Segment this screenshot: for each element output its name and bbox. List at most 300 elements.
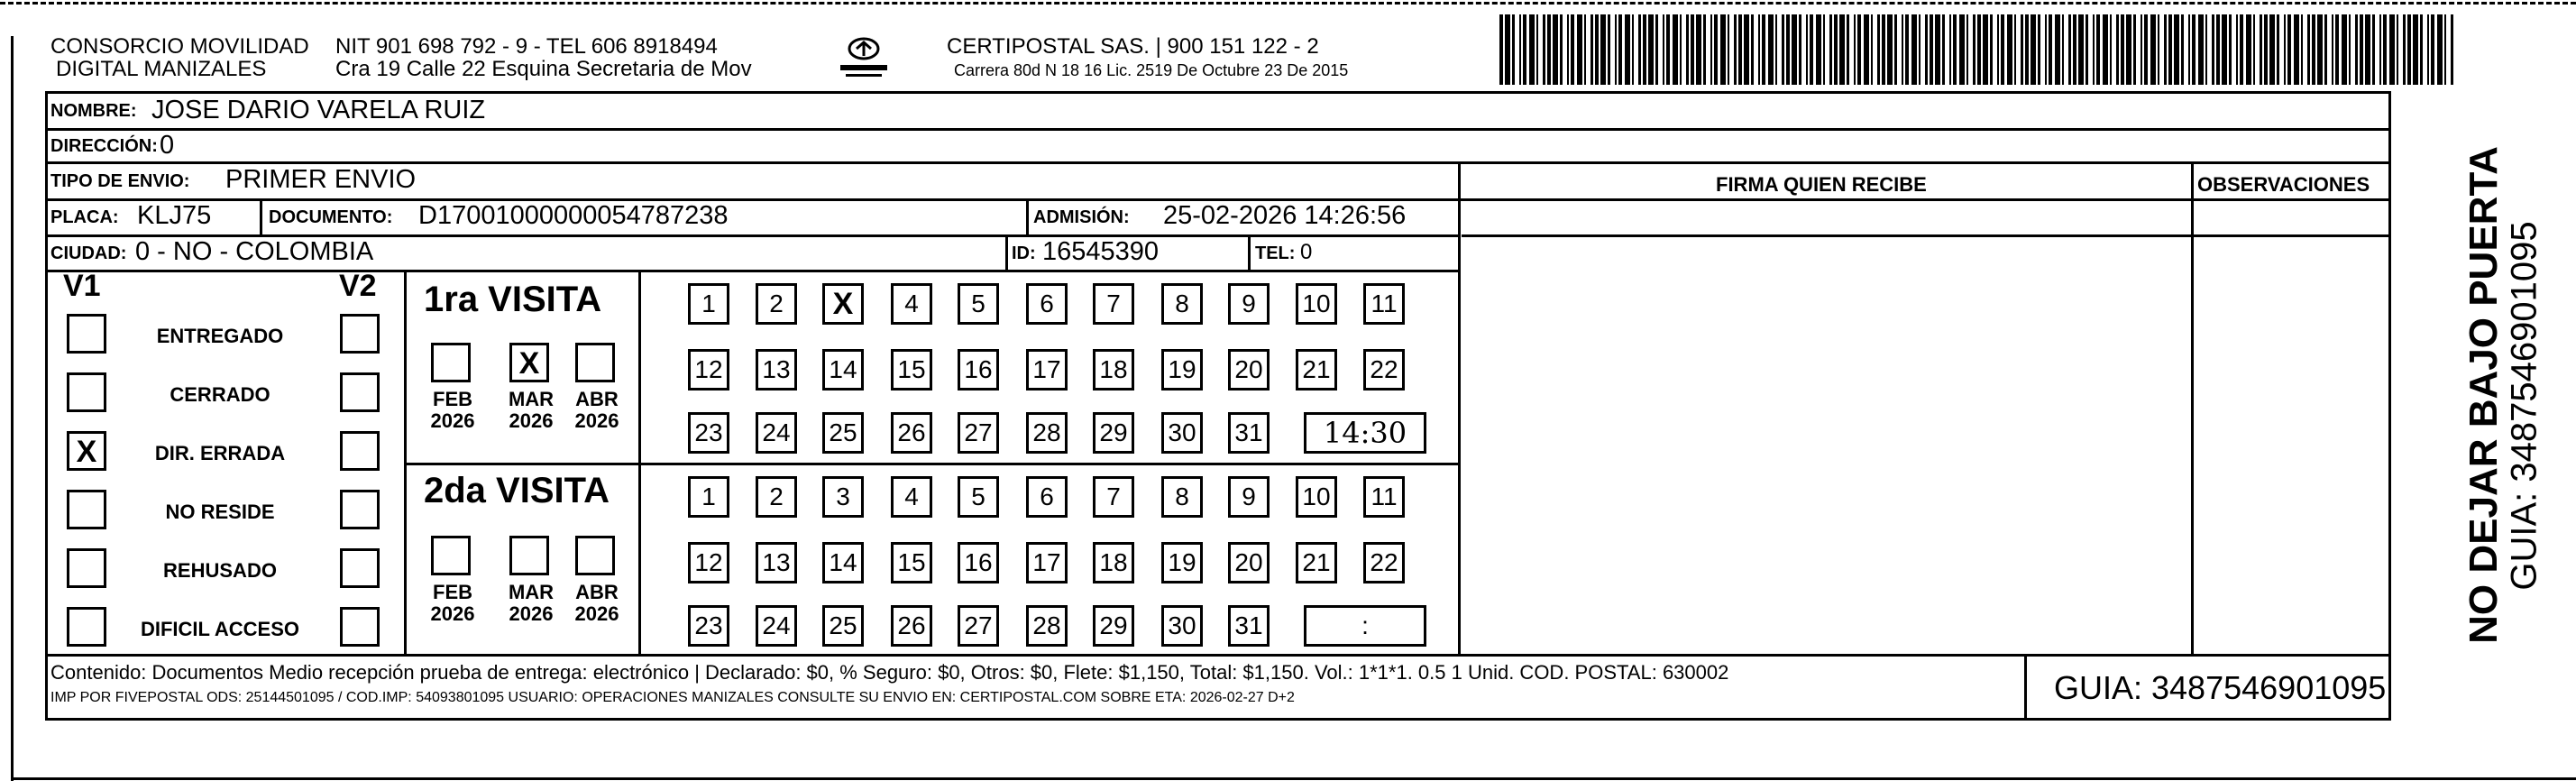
barcode-bar bbox=[1792, 14, 1797, 85]
visit1-day-box[interactable]: 23 bbox=[688, 412, 729, 454]
barcode-bar bbox=[1648, 14, 1654, 85]
visit2-day-box[interactable]: 25 bbox=[822, 605, 864, 647]
barcode-bar bbox=[1758, 14, 1760, 85]
visit2-day-box[interactable]: 7 bbox=[1093, 476, 1134, 518]
visit2-day-box[interactable]: 3 bbox=[822, 476, 864, 518]
visit1-day-box[interactable]: 22 bbox=[1363, 349, 1405, 390]
footer-imp: IMP POR FIVEPOSTAL ODS: 25144501095 / COD.IMP: 54093801095 USUARIO: OPERACIONES MANIZALES CONSULTE SU ENVIO EN: CERTIPOSTAL.COM SOBRE ETA: 2026-02-27 D+2 bbox=[50, 690, 1295, 705]
visit1-time-box[interactable]: 14:30 bbox=[1304, 412, 1426, 454]
admision-label: ADMISIÓN: bbox=[1033, 207, 1130, 227]
barcode bbox=[1499, 14, 2460, 85]
barcode-bar bbox=[1810, 14, 1813, 85]
barcode-bar bbox=[2121, 14, 2124, 85]
col-divider bbox=[2024, 654, 2027, 721]
barcode-bar bbox=[2444, 14, 2446, 85]
visit2-day-box[interactable]: 2 bbox=[756, 476, 797, 518]
barcode-bar bbox=[2212, 14, 2214, 85]
barcode-bar bbox=[1905, 14, 1909, 85]
row-line bbox=[45, 270, 1458, 272]
visit2-month-checkbox[interactable] bbox=[509, 536, 549, 575]
visit1-day-box[interactable]: 29 bbox=[1093, 412, 1134, 454]
barcode-bar bbox=[2078, 14, 2084, 85]
visit1-month-year: 2026 bbox=[509, 409, 554, 432]
visit2-month-checkbox[interactable] bbox=[575, 536, 615, 575]
barcode-bar bbox=[1919, 14, 1921, 85]
barcode-bar bbox=[2093, 14, 2095, 85]
reason-label: REHUSADO bbox=[163, 559, 277, 582]
barcode-bar bbox=[2141, 14, 2142, 85]
visit2-day-box[interactable]: 17 bbox=[1026, 542, 1068, 583]
visit1-day-box[interactable]: 10 bbox=[1296, 283, 1337, 325]
barcode-bar bbox=[2287, 14, 2291, 85]
visit1-day-box[interactable]: 28 bbox=[1026, 412, 1068, 454]
barcode-bar bbox=[1618, 14, 1622, 85]
v2-header: V2 bbox=[339, 269, 377, 303]
visit2-month-label: FEB bbox=[433, 581, 472, 603]
barcode-bar bbox=[2144, 14, 2148, 85]
visit1-day-box[interactable]: 24 bbox=[756, 412, 797, 454]
visit2-day-box[interactable]: 6 bbox=[1026, 476, 1068, 518]
barcode-bar bbox=[2360, 14, 2363, 85]
barcode-bar bbox=[1512, 14, 1515, 85]
barcode-bar bbox=[1673, 14, 1678, 85]
visit1-day-box[interactable]: 31 bbox=[1228, 412, 1270, 454]
barcode-bar bbox=[1560, 14, 1563, 85]
visit2-time-box[interactable]: : bbox=[1304, 605, 1426, 647]
company-nit: NIT 901 698 792 - 9 - TEL 606 8918494 bbox=[335, 34, 718, 59]
barcode-bar bbox=[2397, 14, 2398, 85]
barcode-bar bbox=[2260, 14, 2262, 85]
barcode-bar bbox=[1643, 14, 1646, 85]
visit1-day-box[interactable]: 7 bbox=[1093, 283, 1134, 325]
barcode-bar bbox=[1894, 14, 1897, 85]
visit1-day-box[interactable]: 15 bbox=[891, 349, 932, 390]
barcode-bar bbox=[1543, 14, 1545, 85]
barcode-bar bbox=[2355, 14, 2358, 85]
barcode-bar bbox=[1686, 14, 1689, 85]
visit1-day-box[interactable]: 20 bbox=[1228, 349, 1270, 390]
barcode-bar bbox=[1902, 14, 1903, 85]
id-label: ID: bbox=[1012, 243, 1036, 263]
visit1-day-box[interactable]: 18 bbox=[1093, 349, 1134, 390]
row-line bbox=[1462, 234, 2391, 237]
visit2-day-box[interactable]: 10 bbox=[1296, 476, 1337, 518]
visit2-month-label: MAR bbox=[508, 581, 555, 603]
barcode-bar bbox=[1935, 14, 1940, 85]
barcode-bar bbox=[1799, 14, 1801, 85]
barcode-bar bbox=[2116, 14, 2119, 85]
barcode-bar bbox=[1655, 14, 1658, 85]
barcode-bar bbox=[2055, 14, 2060, 85]
barcode-bar bbox=[2413, 14, 2418, 85]
documento-value: D17001000000054787238 bbox=[418, 201, 729, 230]
courier-name: CERTIPOSTAL SAS. | 900 151 122 - 2 bbox=[947, 34, 1319, 59]
barcode-bar bbox=[1949, 14, 1951, 85]
barcode-bar bbox=[1703, 14, 1706, 85]
visit2-day-box[interactable]: 16 bbox=[958, 542, 999, 583]
barcode-bar bbox=[1536, 14, 1538, 85]
visit1-day-box[interactable]: 9 bbox=[1228, 283, 1270, 325]
barcode-bar bbox=[2420, 14, 2423, 85]
barcode-bar bbox=[1696, 14, 1701, 85]
barcode-bar bbox=[1930, 14, 1933, 85]
barcode-bar bbox=[1615, 14, 1617, 85]
barcode-bar bbox=[1577, 14, 1582, 85]
visit2-day-box[interactable]: 5 bbox=[958, 476, 999, 518]
left-edge bbox=[11, 36, 14, 781]
barcode-bar bbox=[1864, 14, 1869, 85]
barcode-bar bbox=[1762, 14, 1765, 85]
barcode-bar bbox=[2294, 14, 2299, 85]
barcode-bar bbox=[1973, 14, 1976, 85]
cut-line-top bbox=[0, 2, 2576, 5]
documento-label: DOCUMENTO: bbox=[269, 207, 393, 227]
barcode-bar bbox=[1997, 14, 1999, 85]
visit2-day-box[interactable]: 4 bbox=[891, 476, 932, 518]
barcode-bar bbox=[1942, 14, 1945, 85]
barcode-bar bbox=[2383, 14, 2387, 85]
visit2-day-box[interactable]: 9 bbox=[1228, 476, 1270, 518]
visit2-day-box[interactable]: 13 bbox=[756, 542, 797, 583]
barcode-bar bbox=[2236, 14, 2238, 85]
barcode-bar bbox=[1829, 14, 1832, 85]
barcode-bar bbox=[1977, 14, 1981, 85]
barcode-bar bbox=[1584, 14, 1586, 85]
barcode-bar bbox=[2451, 14, 2453, 85]
col-divider bbox=[638, 270, 641, 654]
barcode-bar bbox=[1734, 14, 1737, 85]
barcode-bar bbox=[1523, 14, 1526, 85]
col-divider bbox=[260, 198, 262, 234]
visit1-day-box[interactable]: 27 bbox=[958, 412, 999, 454]
barcode-bar bbox=[2001, 14, 2004, 85]
visit2-month-year: 2026 bbox=[430, 602, 475, 625]
visit2-day-box[interactable]: 24 bbox=[756, 605, 797, 647]
barcode-bar bbox=[1632, 14, 1634, 85]
visit1-day-mark: X bbox=[832, 287, 854, 321]
barcode-bar bbox=[2229, 14, 2232, 85]
col-divider bbox=[1026, 198, 1029, 234]
barcode-bar bbox=[2332, 14, 2333, 85]
visit2-day-box[interactable]: 29 bbox=[1093, 605, 1134, 647]
placa-label: PLACA: bbox=[50, 207, 119, 227]
barcode-bar bbox=[2174, 14, 2179, 85]
barcode-bar bbox=[1839, 14, 1845, 85]
barcode-bar bbox=[1553, 14, 1558, 85]
barcode-bar bbox=[1714, 14, 1718, 85]
barcode-bar bbox=[2068, 14, 2071, 85]
v1-header: V1 bbox=[63, 269, 101, 303]
barcode-bar bbox=[2103, 14, 2108, 85]
barcode-bar bbox=[2324, 14, 2327, 85]
barcode-bar bbox=[1925, 14, 1928, 85]
barcode-bar bbox=[1768, 14, 1774, 85]
barcode-bar bbox=[1911, 14, 1917, 85]
barcode-bar bbox=[1625, 14, 1630, 85]
nombre-value: JOSE DARIO VARELA RUIZ bbox=[151, 96, 486, 124]
visit1-day-box[interactable]: 4 bbox=[891, 283, 932, 325]
barcode-bar bbox=[1666, 14, 1670, 85]
row-line bbox=[45, 161, 2391, 164]
barcode-bar bbox=[2365, 14, 2370, 85]
barcode-bar bbox=[2427, 14, 2429, 85]
barcode-bar bbox=[2150, 14, 2156, 85]
barcode-bar bbox=[2014, 14, 2016, 85]
barcode-bar bbox=[2049, 14, 2052, 85]
barcode-bar bbox=[2389, 14, 2395, 85]
visit2-day-box[interactable]: 18 bbox=[1093, 542, 1134, 583]
tipo-envio-value: PRIMER ENVIO bbox=[225, 165, 417, 194]
visit1-day-box[interactable]: 14 bbox=[822, 349, 864, 390]
barcode-bar bbox=[2253, 14, 2255, 85]
barcode-bar bbox=[2164, 14, 2167, 85]
visit2-month-checkbox[interactable] bbox=[431, 536, 471, 575]
tel-label: TEL: bbox=[1255, 243, 1296, 263]
barcode-bar bbox=[1638, 14, 1641, 85]
observaciones-header: OBSERVACIONES bbox=[2197, 173, 2370, 196]
visit1-month-year: 2026 bbox=[574, 409, 619, 432]
barcode-bar bbox=[2192, 14, 2196, 85]
visit2-day-box[interactable]: 26 bbox=[891, 605, 932, 647]
barcode-bar bbox=[2379, 14, 2381, 85]
barcode-bar bbox=[2038, 14, 2040, 85]
barcode-bar bbox=[1608, 14, 1610, 85]
firma-header: FIRMA QUIEN RECIBE bbox=[1716, 173, 1927, 196]
visit1-month-year: 2026 bbox=[430, 409, 475, 432]
barcode-bar bbox=[1786, 14, 1790, 85]
visit2-day-box[interactable]: 1 bbox=[688, 476, 729, 518]
col-divider bbox=[1458, 161, 1461, 654]
ciudad-label: CIUDAD: bbox=[50, 243, 127, 263]
barcode-bar bbox=[1519, 14, 1521, 85]
visit2-day-box[interactable]: 27 bbox=[958, 605, 999, 647]
barcode-bar bbox=[1823, 14, 1825, 85]
barcode-bar bbox=[2096, 14, 2100, 85]
visit2-day-box[interactable]: 8 bbox=[1161, 476, 1203, 518]
barcode-bar bbox=[1775, 14, 1777, 85]
visit1-month-label: FEB bbox=[433, 388, 472, 410]
visit2-day-box[interactable]: 20 bbox=[1228, 542, 1270, 583]
barcode-bar bbox=[2349, 14, 2351, 85]
cut-line-bottom bbox=[13, 777, 2576, 780]
reason-label: ENTREGADO bbox=[156, 325, 284, 347]
barcode-bar bbox=[1751, 14, 1754, 85]
barcode-bar bbox=[2431, 14, 2434, 85]
barcode-bar bbox=[1567, 14, 1569, 85]
visit1-day-box[interactable]: 19 bbox=[1161, 349, 1203, 390]
barcode-bar bbox=[2222, 14, 2227, 85]
barcode-bar bbox=[1529, 14, 1535, 85]
barcode-bar bbox=[2246, 14, 2251, 85]
ciudad-value: 0 - NO - COLOMBIA bbox=[135, 237, 374, 266]
barcode-bar bbox=[1816, 14, 1821, 85]
barcode-bar bbox=[1738, 14, 1742, 85]
barcode-bar bbox=[2312, 14, 2315, 85]
barcode-bar bbox=[2045, 14, 2047, 85]
company-name-line2: DIGITAL MANIZALES bbox=[56, 57, 267, 81]
visit1-month-label: MAR bbox=[508, 388, 555, 410]
barcode-bar bbox=[1744, 14, 1749, 85]
visit1-day-box[interactable]: 30 bbox=[1161, 412, 1203, 454]
barcode-bar bbox=[2007, 14, 2012, 85]
footer-content: Contenido: Documentos Medio recepción prueba de entrega: electrónico | Declarado: $0, % Seguro: $0, Otros: $0, Flete: $1,150, Total: $1,150. Vol.: 1*1*1. 0.5 1 Unid. COD. POSTAL: 630002 bbox=[50, 661, 1729, 684]
visit1-day-box[interactable]: 13 bbox=[756, 349, 797, 390]
reason-label: NO RESIDE bbox=[165, 501, 275, 523]
barcode-bar bbox=[2198, 14, 2204, 85]
barcode-bar bbox=[1710, 14, 1712, 85]
visit1-day-box[interactable]: 16 bbox=[958, 349, 999, 390]
direccion-value: 0 bbox=[160, 131, 175, 160]
barcode-bar bbox=[2021, 14, 2023, 85]
visit2-day-box[interactable]: 15 bbox=[891, 542, 932, 583]
visit1-month-label: ABR bbox=[575, 388, 619, 410]
row-line bbox=[45, 654, 2391, 657]
visit1-day-box[interactable]: 21 bbox=[1296, 349, 1337, 390]
visit2-month-year: 2026 bbox=[574, 602, 619, 625]
barcode-bar bbox=[2307, 14, 2310, 85]
barcode-bar bbox=[1871, 14, 1873, 85]
visit2-day-box[interactable]: 11 bbox=[1363, 476, 1405, 518]
visit2-title: 2da VISITA bbox=[424, 471, 610, 510]
barcode-bar bbox=[2269, 14, 2275, 85]
admision-value: 25-02-2026 14:26:56 bbox=[1163, 201, 1407, 230]
visit1-day-box[interactable]: 1 bbox=[688, 283, 729, 325]
barcode-bar bbox=[2407, 14, 2411, 85]
visit1-month-mark: X bbox=[518, 346, 540, 381]
barcode-bar bbox=[1782, 14, 1784, 85]
barcode-bar bbox=[2205, 14, 2207, 85]
visit1-day-box[interactable]: 6 bbox=[1026, 283, 1068, 325]
barcode-bar bbox=[1877, 14, 1880, 85]
reason-label: CERRADO bbox=[170, 383, 270, 406]
barcode-bar bbox=[2181, 14, 2184, 85]
barcode-bar bbox=[2062, 14, 2064, 85]
barcode-bar bbox=[1595, 14, 1599, 85]
row-line bbox=[45, 128, 2391, 131]
visit1-day-box[interactable]: 5 bbox=[958, 283, 999, 325]
reason-label: DIR. ERRADA bbox=[154, 442, 286, 464]
visit2-day-box[interactable]: 31 bbox=[1228, 605, 1270, 647]
barcode-bar bbox=[1882, 14, 1885, 85]
barcode-bar bbox=[1680, 14, 1682, 85]
visit2-day-box[interactable]: 12 bbox=[688, 542, 729, 583]
barcode-bar bbox=[2335, 14, 2339, 85]
barcode-bar bbox=[2031, 14, 2036, 85]
barcode-bar bbox=[2372, 14, 2375, 85]
side-guia: GUIA: 3487546901095 bbox=[2504, 221, 2544, 591]
id-value: 16545390 bbox=[1042, 237, 1160, 266]
visit1-day-box[interactable]: 25 bbox=[822, 412, 864, 454]
visit1-day-box[interactable]: 12 bbox=[688, 349, 729, 390]
barcode-bar bbox=[2216, 14, 2220, 85]
visit1-month-checkbox[interactable] bbox=[575, 343, 615, 382]
company-address: Cra 19 Calle 22 Esquina Secretaria de Mov bbox=[335, 57, 752, 81]
visit2-month-year: 2026 bbox=[509, 602, 554, 625]
courier-address: Carrera 80d N 18 16 Lic. 2519 De Octubre 23 De 2015 bbox=[954, 61, 1349, 79]
visit2-month-label: ABR bbox=[575, 581, 619, 603]
barcode-bar bbox=[1691, 14, 1694, 85]
barcode-bar bbox=[1990, 14, 1993, 85]
visit1-day-box[interactable]: 17 bbox=[1026, 349, 1068, 390]
nombre-label: NOMBRE: bbox=[50, 101, 137, 121]
visit1-day-box[interactable]: 2 bbox=[756, 283, 797, 325]
barcode-bar bbox=[1505, 14, 1510, 85]
barcode-bar bbox=[2168, 14, 2172, 85]
barcode-bar bbox=[2437, 14, 2443, 85]
barcode-bar bbox=[2073, 14, 2076, 85]
barcode-bar bbox=[1547, 14, 1551, 85]
visit2-day-box[interactable]: 21 bbox=[1296, 542, 1337, 583]
visit1-title: 1ra VISITA bbox=[424, 280, 602, 319]
side-no-dejar: NO DEJAR BAJO PUERTA bbox=[2461, 146, 2506, 644]
barcode-bar bbox=[1591, 14, 1593, 85]
barcode-bar bbox=[1959, 14, 1965, 85]
barcode-bar bbox=[2086, 14, 2088, 85]
visit-divider bbox=[404, 463, 1458, 465]
col-divider bbox=[1005, 234, 1008, 270]
certipostal-logo-icon bbox=[837, 34, 891, 81]
barcode-bar bbox=[1854, 14, 1856, 85]
barcode-bar bbox=[1600, 14, 1606, 85]
col-divider bbox=[2191, 161, 2194, 654]
barcode-bar bbox=[2277, 14, 2279, 85]
reason-label: DIFICIL ACCESO bbox=[140, 618, 299, 640]
barcode-bar bbox=[2133, 14, 2136, 85]
barcode-bar bbox=[1983, 14, 1988, 85]
barcode-bar bbox=[2264, 14, 2268, 85]
barcode-bar bbox=[1887, 14, 1893, 85]
barcode-bar bbox=[1806, 14, 1808, 85]
visit2-day-box[interactable]: 23 bbox=[688, 605, 729, 647]
placa-value: KLJ75 bbox=[137, 201, 212, 230]
barcode-bar bbox=[1720, 14, 1726, 85]
visit2-day-box[interactable]: 19 bbox=[1161, 542, 1203, 583]
barcode-bar bbox=[1953, 14, 1957, 85]
barcode-bar bbox=[1857, 14, 1861, 85]
barcode-bar bbox=[1663, 14, 1664, 85]
direccion-label: DIRECCIÓN: bbox=[50, 136, 158, 156]
visit1-day-box[interactable]: 11 bbox=[1363, 283, 1405, 325]
barcode-bar bbox=[1499, 14, 1503, 85]
barcode-bar bbox=[1966, 14, 1968, 85]
visit1-day-box[interactable]: 8 bbox=[1161, 283, 1203, 325]
barcode-bar bbox=[2342, 14, 2347, 85]
reason-v1-mark: X bbox=[76, 435, 97, 469]
barcode-bar bbox=[2240, 14, 2243, 85]
barcode-bar bbox=[2317, 14, 2323, 85]
barcode-bar bbox=[1728, 14, 1729, 85]
barcode-bar bbox=[1571, 14, 1574, 85]
visit2-day-box[interactable]: 14 bbox=[822, 542, 864, 583]
visit2-day-box[interactable]: 22 bbox=[1363, 542, 1405, 583]
col-divider bbox=[1248, 234, 1251, 270]
tipo-envio-label: TIPO DE ENVIO: bbox=[50, 171, 190, 191]
barcode-bar bbox=[2110, 14, 2112, 85]
visit1-month-checkbox[interactable] bbox=[431, 343, 471, 382]
footer-guia: GUIA: 3487546901095 bbox=[2054, 669, 2387, 706]
barcode-bar bbox=[2158, 14, 2159, 85]
visit1-day-box[interactable]: 26 bbox=[891, 412, 932, 454]
barcode-bar bbox=[2284, 14, 2286, 85]
tel-value: 0 bbox=[1300, 240, 1313, 264]
barcode-bar bbox=[2301, 14, 2303, 85]
barcode-bar bbox=[2403, 14, 2406, 85]
visit2-day-box[interactable]: 30 bbox=[1161, 605, 1203, 647]
barcode-bar bbox=[2188, 14, 2190, 85]
barcode-bar bbox=[1847, 14, 1849, 85]
company-name-line1: CONSORCIO MOVILIDAD bbox=[50, 34, 309, 59]
visit2-day-box[interactable]: 28 bbox=[1026, 605, 1068, 647]
